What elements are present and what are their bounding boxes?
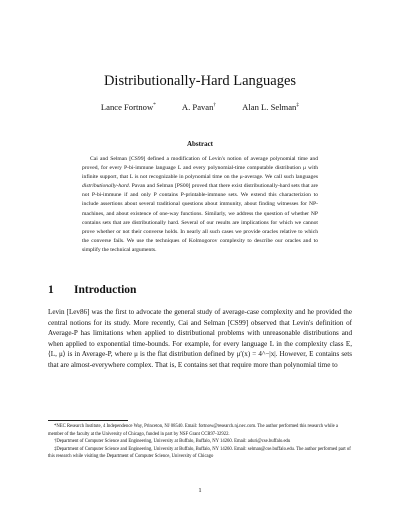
footnote: *NEC Research Institute, 4 Independence Way, Princeton, NJ 08540. Email: fortnow@research.nj.nec.com. The author performed this research while a member of the faculty at the University of Chicago, funded in part by NSF Grant CCR97-32922. [48,424,338,437]
page-number: 1 [198,487,202,494]
abstract-text: Cai and Selman [CS99] defined a modification of Levin's notion of average polynomial time and proved, for every P-bi-immune language L and every polynomial-time computable distribution μ with infinite support, that L is not recognizable in polynomial time on the μ-average. We call such languages distributionally-hard. Pavan and Selman [PS00] proved that there exist distributionally-hard sets that are not P-bi-immune if and only P contains P-printable-immune sets. We extend this characterizion to include assertions about several traditional questions about immunity, about finding witnesses for NP-machines, and about existence of one-way functions. Similarly, we address the question of whether NP contains sets that are distributionally hard. Several of our results are implications for which we cannot prove whether or not their converse holds. In nearly all such cases we provide oracles relative to which the converse fails. We use the techniques of Kolmogorov complexity to describe our oracles and to simplify the technical arguments. [82,156,318,253]
abstract-heading: Abstract [186,140,214,148]
paper-title: Distributionally-Hard Languages [103,73,297,89]
author: Lance Fortnow* [100,101,156,112]
footnote: †Department of Computer Science and Engineering, University at Buffalo, Buffalo, NY 14260. Email: aduri@cse.buffalo.edu [54,439,291,444]
section-heading: 1 Introduction [48,284,137,296]
author-list [0,100,400,113]
footnote-rule [48,420,128,421]
author: A. Pavan† [181,101,217,112]
footnotes [48,423,352,461]
author: Alan L. Selman‡ [242,101,300,112]
body-paragraph: Levin [Lev86] was the first to advocate the general study of average-case complexity and he provided the central notions for its study. More recently, Cai and Selman [CS99] observed that Levin's definition of Average-P has limitations when applied to distributional problems with unreasonable distributions and when applied to exponential time-bounds. For example, for every language L in the complexity class E, ⟨L, μ⟩ is in Average-P, where μ is the flat distribution defined by μ′(x) = 4^−|x|. However, E contains sets that are almost-everywhere complex. That is, E contains set that require more than polynomial time to [48,308,352,369]
footnote: ‡Department of Computer Science and Engineering, University at Buffalo, Buffalo, NY 14260. Email: selman@cse.buffalo.edu. The author performed part of this research while visiting the Department of Computer Science, University of Chicago [48,446,351,459]
